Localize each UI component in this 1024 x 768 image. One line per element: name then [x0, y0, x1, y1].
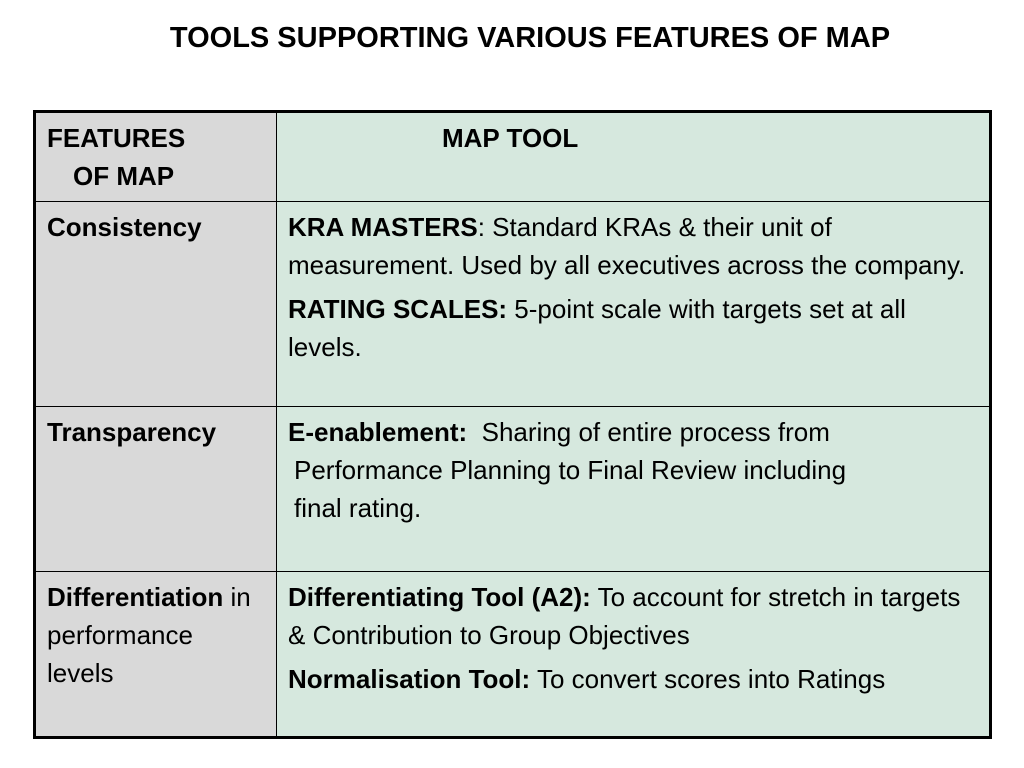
table-row	[35, 407, 991, 572]
tool-paragraph	[288, 413, 979, 527]
feature-subtext: in performance levels	[47, 582, 251, 688]
tool-label: Differentiating Tool (A2):	[288, 582, 591, 612]
tool-description: Sharing of entire process from	[467, 417, 830, 447]
feature-name: Transparency	[47, 417, 217, 447]
tool-label: RATING SCALES:	[288, 294, 508, 324]
tool-paragraph	[288, 578, 979, 654]
tool-paragraph	[288, 290, 979, 366]
tool-label: KRA MASTERS	[288, 212, 478, 242]
tool-description: : Standard KRAs & their unit of measurement. Used by all executives across the company.	[288, 212, 966, 280]
feature-cell	[35, 202, 277, 407]
tool-paragraph	[288, 208, 979, 284]
table-row	[35, 572, 991, 738]
tool-label: Normalisation Tool:	[288, 664, 531, 694]
tool-cell	[277, 407, 991, 572]
page-title: TOOLS SUPPORTING VARIOUS FEATURES OF MAP	[169, 22, 891, 54]
header-map-tool: MAP TOOL	[442, 123, 579, 153]
tool-description-line3: final rating.	[294, 493, 422, 523]
tool-cell	[277, 202, 991, 407]
tool-description: 5-point scale with targets set at all levels.	[288, 294, 906, 362]
tool-paragraph	[288, 660, 979, 698]
feature-cell	[35, 407, 277, 572]
header-features-line2: OF MAP	[73, 161, 175, 191]
feature-name: Consistency	[47, 212, 202, 242]
feature-name: Differentiation	[47, 582, 224, 612]
features-table	[33, 110, 992, 739]
feature-cell	[35, 572, 277, 738]
tool-label: E-enablement:	[288, 417, 468, 447]
tool-cell	[277, 572, 991, 738]
tool-description: To account for stretch in targets & Contribution to Group Objectives	[288, 582, 961, 650]
table-row	[35, 202, 991, 407]
header-features-line1: FEATURES	[47, 123, 186, 153]
table-header-row	[35, 112, 991, 202]
tool-description-line2: Performance Planning to Final Review including	[294, 455, 847, 485]
header-features-cell	[35, 112, 277, 202]
header-map-tool-cell	[277, 112, 991, 202]
tool-description: To convert scores into Ratings	[530, 664, 886, 694]
